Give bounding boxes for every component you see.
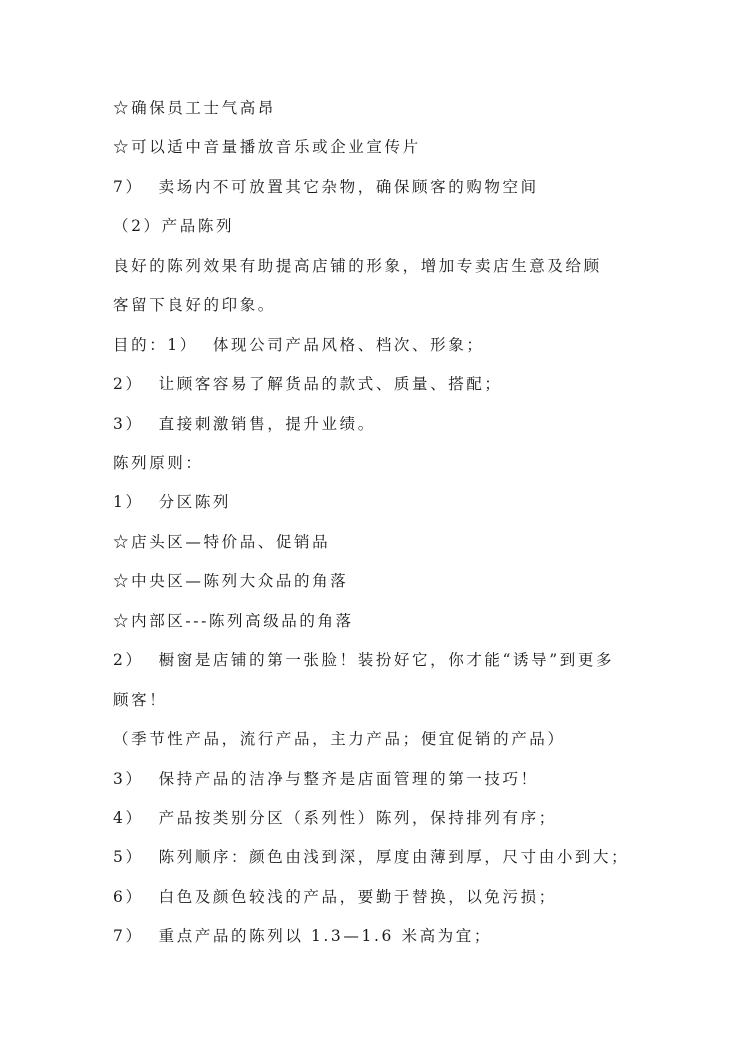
text-line: ☆内部区---陈列高级品的角落 [113, 612, 354, 630]
text-line: 4） 产品按类别分区（系列性）陈列，保持排列有序； [113, 809, 557, 827]
text-line: 7） 卖场内不可放置其它杂物，确保顾客的购物空间 [113, 178, 539, 196]
text-line: 2） 橱窗是店铺的第一张脸！装扮好它，你才能“诱导”到更多 [113, 651, 615, 669]
text-line: 3） 保持产品的洁净与整齐是店面管理的第一技巧！ [113, 770, 539, 788]
text-line: ☆店头区—特价品、促销品 [113, 533, 331, 551]
section-heading: （2）产品陈列 [113, 217, 235, 235]
text-line: ☆中央区—陈列大众品的角落 [113, 572, 349, 590]
text-line: 顾客！ [113, 691, 168, 709]
text-line: （季节性产品，流行产品，主力产品；便宜促销的产品） [113, 730, 566, 748]
text-line: 目的：1） 体现公司产品风格、档次、形象； [113, 336, 485, 354]
text-line: 5） 陈列顺序：颜色由浅到深，厚度由薄到厚，尺寸由小到大； [113, 848, 630, 866]
text-line: 3） 直接刺激销售，提升业绩。 [113, 415, 376, 433]
text-line: 客留下良好的印象。 [113, 296, 276, 314]
text-line: 6） 白色及颜色较浅的产品，要勤于替换，以免污损； [113, 888, 557, 906]
text-line: 2） 让顾客容易了解货品的款式、质量、搭配； [113, 375, 503, 393]
text-line: ☆可以适中音量播放音乐或企业宣传片 [113, 138, 421, 156]
text-line: 陈列原则： [113, 454, 204, 472]
text-line: 1） 分区陈列 [113, 493, 232, 511]
text-line: 良好的陈列效果有助提高店铺的形象，增加专卖店生意及给顾 [113, 257, 602, 275]
text-line: ☆确保员工士气高昂 [113, 99, 276, 117]
text-line: 7） 重点产品的陈列以 1.3—1.6 米高为宜； [113, 927, 492, 945]
